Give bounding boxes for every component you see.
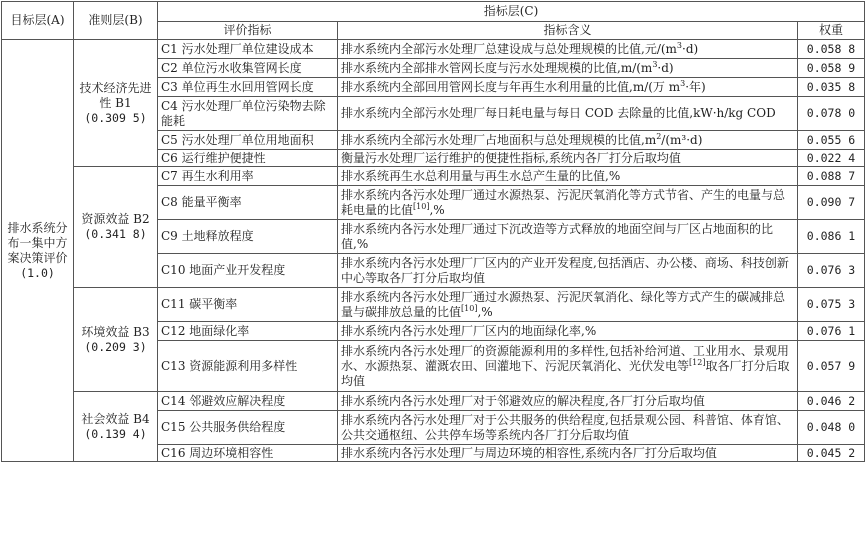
meaning-tail: ·d)	[682, 41, 699, 56]
meaning-text: 衡量污水处理厂运行维护的便捷性指标,系统内各厂打分后取均值	[341, 150, 681, 165]
indicator-label: C10 地面产业开发程度	[158, 254, 338, 288]
criteria-cell	[74, 288, 158, 392]
meaning-tail: ·年)	[685, 79, 706, 94]
indicator-weight: 0.058 8	[798, 40, 865, 59]
indicator-label: C3 单位再生水回用管网长度	[158, 78, 338, 97]
meaning-tail: ·d)	[657, 60, 674, 75]
indicator-label: C6 运行维护便捷性	[158, 150, 338, 167]
indicator-meaning	[338, 97, 798, 131]
table-row	[2, 288, 865, 322]
indicator-meaning	[338, 40, 798, 59]
table-row	[2, 392, 865, 411]
meaning-text: 排水系统内各污水处理厂厂区内的产业开发程度,包括酒店、办公楼、商场、科技创新中心等取各厂打分后取均值	[341, 255, 789, 285]
indicator-meaning	[338, 254, 798, 288]
indicator-weight: 0.045 2	[798, 445, 865, 462]
meaning-text: 排水系统内各污水处理厂的资源能源利用的多样性,包括补给河道、工业用水、景观用水、水源热泵、灌溉农田、回灌地下、污泥厌氧消化、光伏发电等	[341, 343, 789, 373]
indicator-label: C2 单位污水收集管网长度	[158, 59, 338, 78]
indicator-header: 评价指标	[158, 22, 338, 40]
meaning-text: 排水系统内各污水处理厂与周边环境的相容性,系统内各厂打分后取均值	[341, 445, 717, 460]
indicator-label: C16 周边环境相容性	[158, 445, 338, 462]
criteria-cell	[74, 40, 158, 167]
meaning-superscript: [10]	[461, 303, 478, 313]
indicator-meaning	[338, 131, 798, 150]
criteria-name: 资源效益 B2	[81, 212, 150, 226]
evaluation-index-table	[1, 1, 865, 462]
criteria-weight: (0.139 4)	[84, 426, 147, 441]
indicator-label: C1 污水处理厂单位建设成本	[158, 40, 338, 59]
indicator-label: C13 资源能源利用多样性	[158, 341, 338, 392]
criteria-name: 社会效益 B4	[81, 411, 150, 426]
meaning-text: 排水系统内各污水处理厂对于邻避效应的解决程度,各厂打分后取均值	[341, 393, 705, 408]
indicator-meaning	[338, 341, 798, 392]
criteria-cell	[74, 167, 158, 288]
indicator-weight: 0.022 4	[798, 150, 865, 167]
meaning-text: 排水系统内全部污水处理厂总建设成与总处理规模的比值,元/(m	[341, 41, 677, 56]
meaning-tail: /(m³·d)	[661, 132, 703, 147]
indicator-weight: 0.086 1	[798, 220, 865, 254]
meaning-text: 排水系统内全部污水处理厂占地面积与总处理规模的比值,m	[341, 132, 657, 147]
meaning-text: 排水系统再生水总利用量与再生水总产生量的比值,%	[341, 168, 621, 183]
meaning-tail: ,%	[477, 304, 493, 319]
meaning-text: 排水系统内各污水处理厂通过水源热泵、污泥厌氧消化、绿化等方式产生的碳减排总量与碳排放总量的比值	[341, 289, 786, 319]
goal-cell	[2, 40, 74, 462]
criteria-weight: (0.209 3)	[84, 339, 147, 354]
indicator-weight: 0.035 8	[798, 78, 865, 97]
meaning-superscript: [10]	[413, 201, 430, 211]
meaning-tail: 取各厂打分后取均值	[341, 358, 790, 388]
meaning-superscript: [12]	[689, 357, 706, 367]
indicator-label: C4 污水处理厂单位污染物去除能耗	[158, 97, 338, 131]
indicator-label: C12 地面绿化率	[158, 322, 338, 341]
indicator-label: C5 污水处理厂单位用地面积	[158, 131, 338, 150]
goal-name: 排水系统分布一集中方案决策评价	[7, 220, 68, 265]
meaning-superscript: 2	[656, 131, 662, 141]
table-row	[2, 40, 865, 59]
meaning-text: 排水系统内各污水处理厂对于公共服务的供给程度,包括景观公园、科普馆、体育馆、公共交通枢纽、公共停车场等系统内各厂打分后取均值	[341, 412, 789, 442]
criteria-weight: (0.341 8)	[84, 227, 147, 241]
indicator-meaning	[338, 445, 798, 462]
indicator-meaning	[338, 220, 798, 254]
criteria-name: 技术经济先进性 B1	[79, 80, 152, 110]
weight-header: 权重	[798, 22, 865, 40]
meaning-text: 排水系统内各污水处理厂通过下沉改造等方式释放的地面空间与厂区占地面积的比值,%	[341, 221, 774, 251]
indicator-meaning	[338, 78, 798, 97]
meaning-text: 排水系统内各污水处理厂厂区内的地面绿化率,%	[341, 323, 597, 338]
indicator-meaning	[338, 411, 798, 445]
indicator-layer-header: 指标层(C)	[158, 2, 865, 22]
meaning-superscript: 3	[652, 59, 658, 69]
indicator-weight: 0.078 0	[798, 97, 865, 131]
indicator-meaning	[338, 150, 798, 167]
header-row-1	[2, 2, 865, 22]
meaning-text: 排水系统内全部污水处理厂每日耗电量与每日 COD 去除量的比值,kW·h/kg COD	[341, 106, 776, 120]
indicator-label: C15 公共服务供给程度	[158, 411, 338, 445]
criteria-name: 环境效益 B3	[81, 324, 150, 339]
indicator-weight: 0.088 7	[798, 167, 865, 186]
table-row	[2, 167, 865, 186]
indicator-meaning	[338, 186, 798, 220]
indicator-label: C7 再生水利用率	[158, 167, 338, 186]
meaning-header: 指标含义	[338, 22, 798, 40]
indicator-weight: 0.076 1	[798, 322, 865, 341]
indicator-meaning	[338, 288, 798, 322]
meaning-text: 排水系统内全部排水管网长度与污水处理规模的比值,m/(m	[341, 60, 653, 75]
indicator-weight: 0.076 3	[798, 254, 865, 288]
criteria-cell	[74, 392, 158, 462]
meaning-superscript: 3	[680, 78, 686, 88]
indicator-weight: 0.046 2	[798, 392, 865, 411]
indicator-meaning	[338, 392, 798, 411]
criteria-weight: (0.309 5)	[84, 110, 147, 125]
indicator-weight: 0.057 9	[798, 341, 865, 392]
indicator-weight: 0.055 6	[798, 131, 865, 150]
meaning-text: 排水系统内全部回用管网长度与年再生水利用量的比值,m/(万 m	[341, 79, 681, 94]
indicator-label: C11 碳平衡率	[158, 288, 338, 322]
indicator-weight: 0.058 9	[798, 59, 865, 78]
indicator-label: C9 土地释放程度	[158, 220, 338, 254]
indicator-label: C8 能量平衡率	[158, 186, 338, 220]
indicator-meaning	[338, 322, 798, 341]
meaning-superscript: 3	[676, 40, 683, 50]
indicator-weight: 0.048 0	[798, 411, 865, 445]
indicator-meaning	[338, 167, 798, 186]
indicator-meaning	[338, 59, 798, 78]
indicator-weight: 0.090 7	[798, 186, 865, 220]
criteria-layer-header: 准则层(B)	[74, 2, 158, 40]
goal-layer-header: 目标层(A)	[2, 2, 74, 40]
indicator-weight: 0.075 3	[798, 288, 865, 322]
meaning-tail: ,%	[429, 202, 445, 217]
goal-weight: (1.0)	[20, 265, 55, 280]
indicator-label: C14 邻避效应解决程度	[158, 392, 338, 411]
meaning-text: 排水系统内各污水处理厂通过水源热泵、污泥厌氧消化等方式节省、产生的电量与总耗电量的比值	[341, 187, 786, 217]
